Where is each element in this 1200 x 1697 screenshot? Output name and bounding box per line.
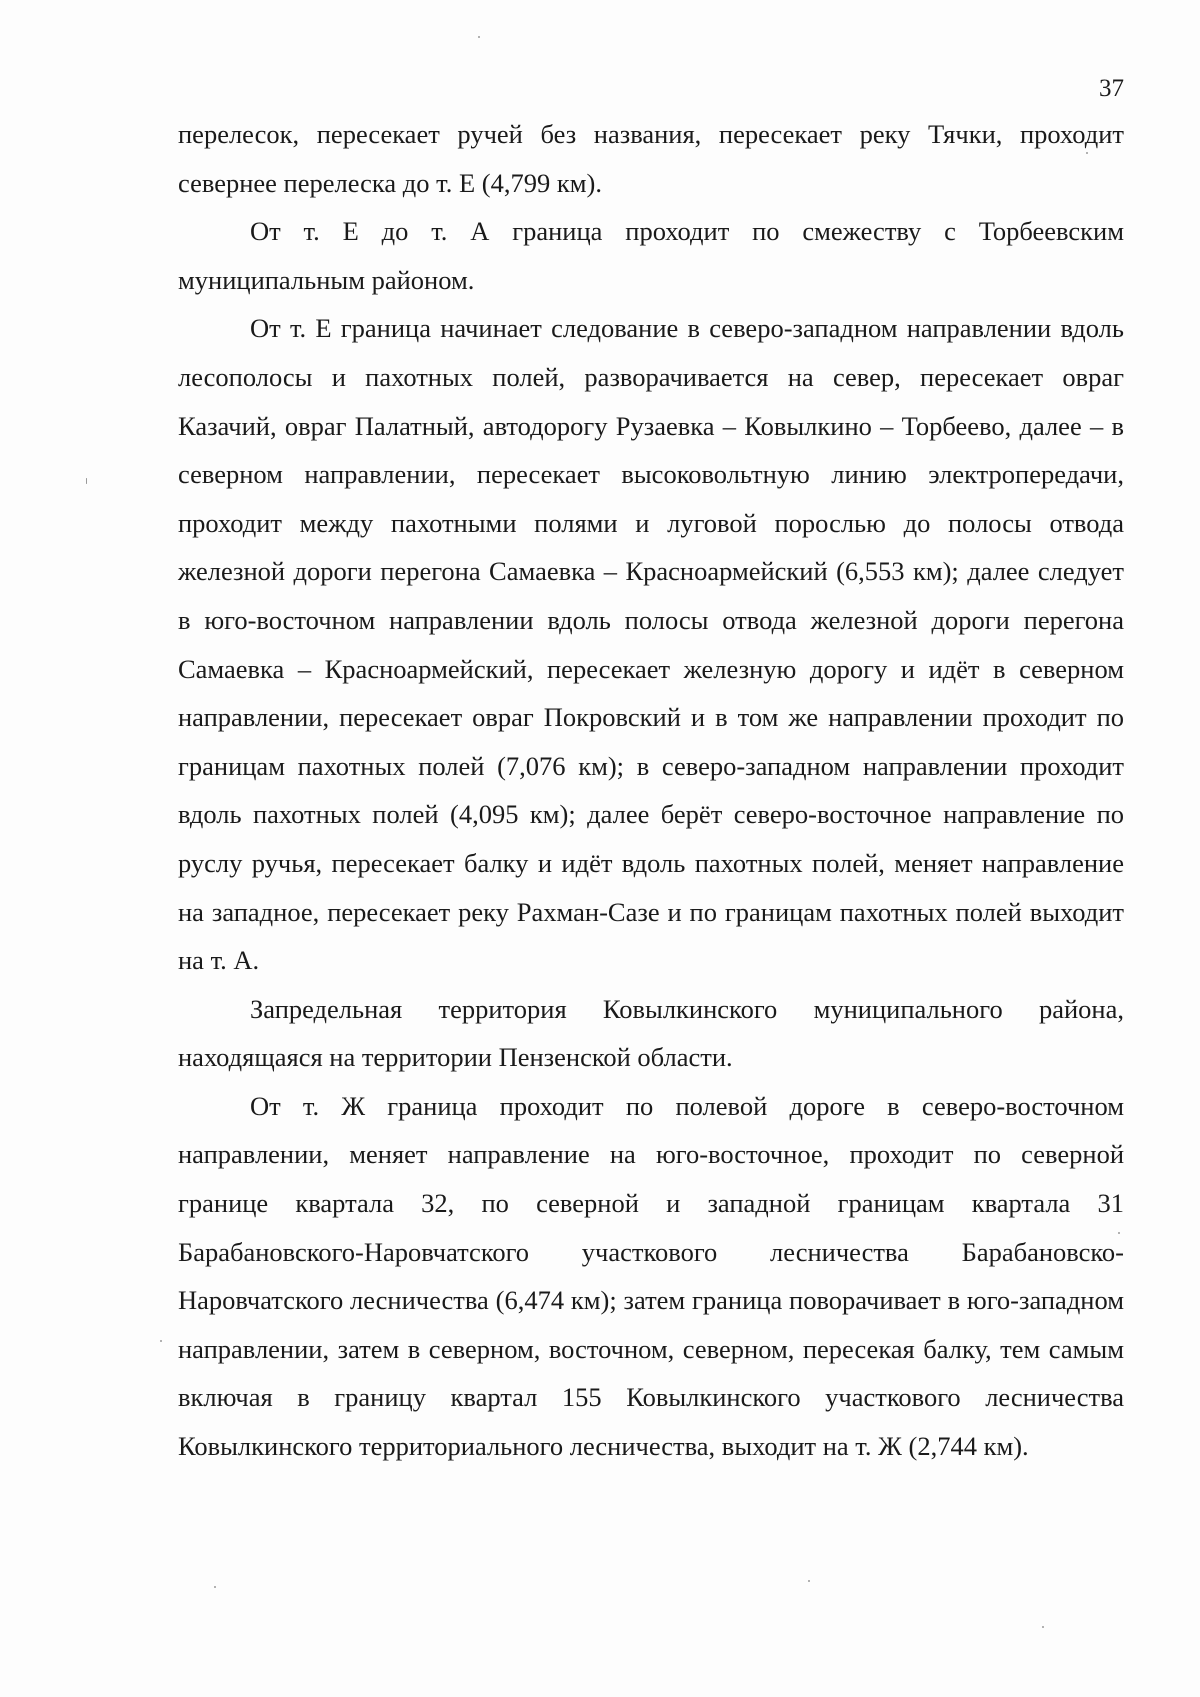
paragraph-border-route-from-zh: От т. Ж граница проходит по полевой дороге в северо-восточном направлении, меняет направление на юго-восточное, проходит по северной границе квартала 32, по северной и западной границам квартала 31 Барабановского-Наровчатского участкового лесничества Барабановско-Наровчатского лесничества (6,474 км); затем граница поворачивает в юго-западном направлении, затем в северном, восточном, северном, пересекая балку, тем самым включая в границу квартал 155 Ковылкинского участкового лесничества Ковылкинского территориального лесничества, выходит на т. Ж (2,744 км). — [178, 1090, 1124, 1462]
scan-speck — [214, 1586, 216, 1588]
document-body — [178, 110, 1124, 1471]
scan-speck — [808, 1580, 810, 1582]
scan-speck — [1118, 1232, 1120, 1234]
scan-speck — [478, 36, 480, 38]
paragraph-exclave-heading: Запредельная территория Ковылкинского муниципального района, находящаяся на территории Пензенской области. — [178, 993, 1124, 1073]
page-number: 37 — [1099, 75, 1124, 102]
scan-speck — [160, 1340, 162, 1342]
scan-speck — [86, 478, 87, 484]
scan-speck — [1042, 1626, 1044, 1628]
scan-speck — [1086, 152, 1088, 154]
paragraph-continuation: перелесок, пересекает ручей без названия, пересекает реку Тячки, проходит севернее перелеска до т. Е (4,799 км). — [178, 119, 1124, 198]
paragraph-border-route-from-e: От т. Е граница начинает следование в северо-западном направлении вдоль лесополосы и пахотных полей, разворачивается на север, пересекает овраг Казачий, овраг Палатный, автодорогу Рузаевка – Ковылкино – Торбеево, далее – в северном направлении, пересекает высоковольтную линию электропередачи, проходит между пахотными полями и луговой порослью до полосы отвода железной дороги перегона Самаевка – Красноармейский (6,553 км); далее следует в юго-восточном направлении вдоль полосы отвода железной дороги перегона Самаевка – Красноармейский, пересекает железную дорогу и идёт в северном направлении, пересекает овраг Покровский и в том же направлении проходит по границам пахотных полей (7,076 км); в северо-западном направлении проходит вдоль пахотных полей (4,095 км); далее берёт северо-восточное направление по руслу ручья, пересекает балку и идёт вдоль пахотных полей, меняет направление на западное, пересекает реку Рахман-Сазе и по границам пахотных полей выходит на т. А. — [178, 313, 1124, 976]
paragraph-border-e-to-a: От т. Е до т. А граница проходит по смежеству с Торбеевским муниципальным районом. — [178, 216, 1124, 295]
